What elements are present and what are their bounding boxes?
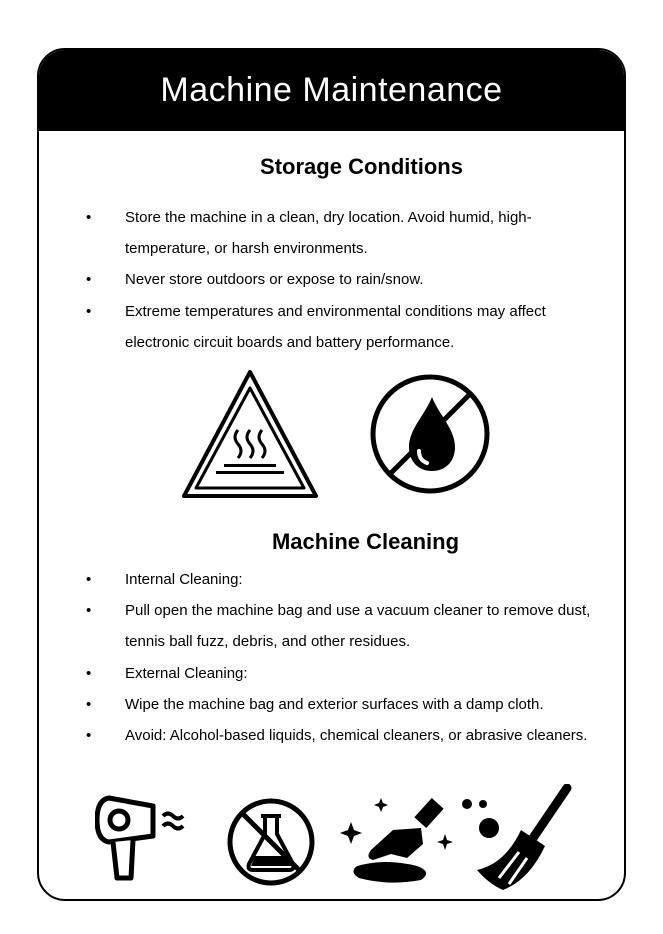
maintenance-card xyxy=(37,48,626,901)
list-item: • Internal Cleaning: xyxy=(39,564,599,595)
machine-cleaning-heading: Machine Cleaning xyxy=(271,529,460,554)
page-title: Machine Maintenance xyxy=(160,71,503,109)
header-banner xyxy=(39,50,624,131)
list-item: • Extreme temperatures and environmental conditions may affect electronic circuit boards and battery performance. xyxy=(39,296,599,358)
wipe-hand-icon xyxy=(337,792,455,888)
list-item: • External Cleaning: xyxy=(39,658,599,689)
machine-cleaning-list xyxy=(39,564,599,751)
list-item: • Avoid: Alcohol-based liquids, chemical cleaners, or abrasive cleaners. xyxy=(39,720,599,751)
list-item: • Never store outdoors or expose to rain/snow. xyxy=(39,264,599,295)
list-item: • Pull open the machine bag and use a vacuum cleaner to remove dust, tennis ball fuzz, debris, and other residues. xyxy=(39,595,599,657)
storage-conditions-heading: Storage Conditions xyxy=(260,154,463,179)
no-chemicals-icon xyxy=(225,796,317,888)
storage-conditions-list xyxy=(39,202,599,358)
list-item: • Wipe the machine bag and exterior surfaces with a damp cloth. xyxy=(39,689,599,720)
hot-surface-warning-icon xyxy=(180,368,320,500)
list-item: • Store the machine in a clean, dry location. Avoid humid, high-temperature, or harsh environments. xyxy=(39,202,599,264)
blower-icon xyxy=(95,792,205,882)
broom-icon xyxy=(459,784,579,896)
no-water-icon xyxy=(367,371,493,497)
